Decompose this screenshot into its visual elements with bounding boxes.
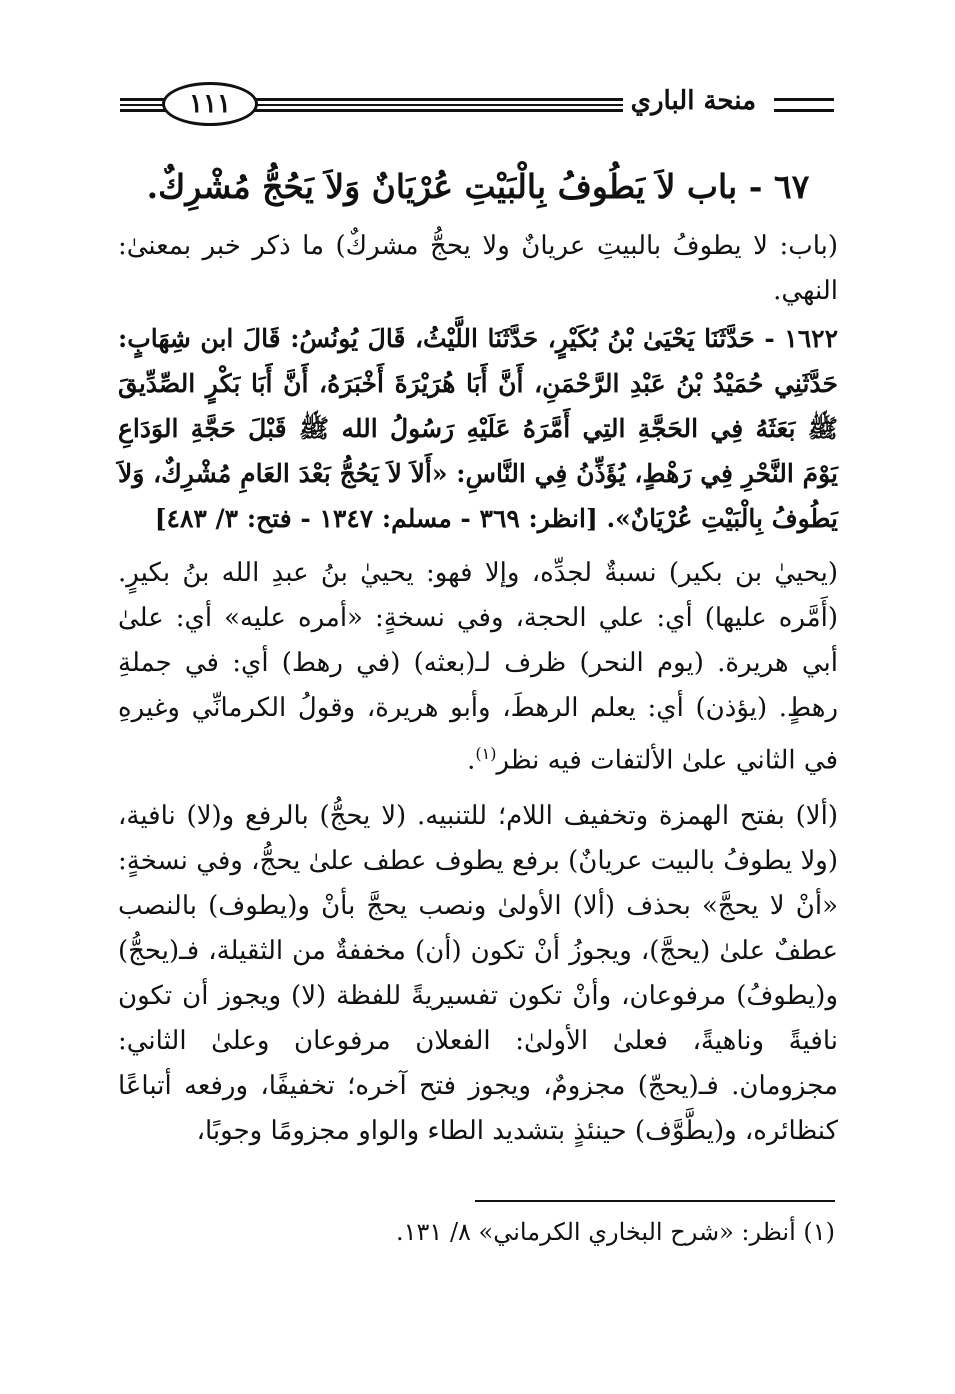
page-number: ١١١ bbox=[162, 82, 258, 126]
paragraph-grammar: (ألا) بفتح الهمزة وتخفيف اللام؛ للتنبيه. (لا يحجُّ) بالرفع و(لا) نافية، (ولا يطوفُ بالبيت عريانٌ) برفع يطوف عطف علىٰ يحجُّ، وفي نسخةٍ: «أنْ لا يحجَّ» بحذف (ألا) الأولىٰ ونصب يحجَّ بأنْ و(يطوف) بالنصب عطفٌ علىٰ (يحجَّ)، ويجوزُ أنْ تكون (أن) مخففةٌ من الثقيلة، فـ(يحجُّ) و(يطوفُ) مرفوعان، وأنْ تكون تفسيريةً للفظة (لا) ويجوز أن تكون نافيةً وناهيةً، فعلىٰ الأولىٰ: الفعلان مرفوعان وعلىٰ الثاني: مجزومان. فـ(يحجّ) مجزومٌ، ويجوز فتح آخره؛ تخفيفًا، ورفعه أتباعًا كنظائره، و(يطَّوَّف) حينئذٍ بتشديد الطاء والواو مجزومًا وجوبًا، bbox=[118, 800, 838, 1146]
footnote: (١) أنظر: «شرح البخاري الكرماني» ٨/ ١٣١. bbox=[396, 1218, 835, 1246]
paragraph-commentary: (يحييٰ بن بكير) نسبةٌ لجدِّه، وإلا فهو: يحييٰ بنُ عبدِ الله بنُ بكيرٍ. (أَمَّره عليها) أي: علي الحجة، وفي نسخةٍ: «أمره عليه» أي: علىٰ أبي هريرة. (يوم النحر) ظرف لـ(بعثه) (في رهط) أي: في جملةِ رهطٍ. (يؤذن) أي: يعلم الرهطَ، وأبو هريرة، وقولُ الكرمانِّي وغيرهِ في الثاني علىٰ الألتفات فيه نظر$^{(١)}$. bbox=[118, 558, 838, 776]
page-body bbox=[118, 160, 838, 1154]
running-title: منحة الباري bbox=[623, 86, 764, 116]
chapter-title: ٦٧ - باب لاَ يَطُوفُ بِالْبَيْتِ عُرْيَانٌ وَلاَ يَحُجُّ مُشْرِكٌ. bbox=[146, 167, 810, 206]
page-header bbox=[120, 82, 834, 130]
header-rule-middle bbox=[250, 98, 624, 112]
hadith-text: ١٦٢٢ - حَدَّثَنَا يَحْيَىٰ بْنُ بُكَيْرٍ، حَدَّثَنَا اللَّيْثُ، قَالَ يُونُسُ: قَالَ ابن شِهَابٍ: حَدَّثَنِي حُمَيْدُ بْنُ عَبْدِ الرَّحْمَنِ، أَنَّ أَبَا هُرَيْرَةَ أَخْبَرَهُ، أَنَّ أَبَا بَكْرٍ الصِّدِّيقَ ﷺ بَعَثَهُ فِي الحَجَّةِ التِي أَمَّرَهُ عَلَيْهِ رَسُولُ الله ﷺ قَبْلَ حَجَّةِ الوَدَاعِ يَوْمَ النَّحْرِ فِي رَهْطٍ، يُؤَذِّنُ فِي النَّاسِ: «أَلاَ لاَ يَحُجُّ بَعْدَ العَامِ مُشْرِكٌ، وَلاَ يَطُوفُ بِالْبَيْتِ عُرْيَانٌ». [انظر: ٣٦٩ - مسلم: ١٣٤٧ - فتح: ٣/ ٤٨٣] bbox=[118, 324, 838, 533]
header-rule-right bbox=[774, 98, 834, 112]
footnote-marker: (١) bbox=[475, 744, 497, 763]
paragraph-intro: (باب: لا يطوفُ بالبيتِ عريانٌ ولا يحجُّ مشركٌ) ما ذكر خبر بمعنىٰ: النهي. bbox=[118, 231, 838, 306]
commentary-text: (يحييٰ بن بكير) نسبةٌ لجدِّه، وإلا فهو: يحييٰ بنُ عبدِ الله بنُ بكيرٍ. (أَمَّره عليها) أي: علي الحجة، وفي نسخةٍ: «أمره عليه» أي: علىٰ أبي هريرة. (يوم النحر) ظرف لـ(بعثه) (في رهط) أي: في جملةِ رهطٍ. (يؤذن) أي: يعلم الرهطَ، وأبو هريرة، وقولُ الكرمانِّي وغيرهِ في الثاني علىٰ الألتفات فيه نظر bbox=[118, 558, 838, 776]
footnote-divider bbox=[475, 1200, 835, 1202]
